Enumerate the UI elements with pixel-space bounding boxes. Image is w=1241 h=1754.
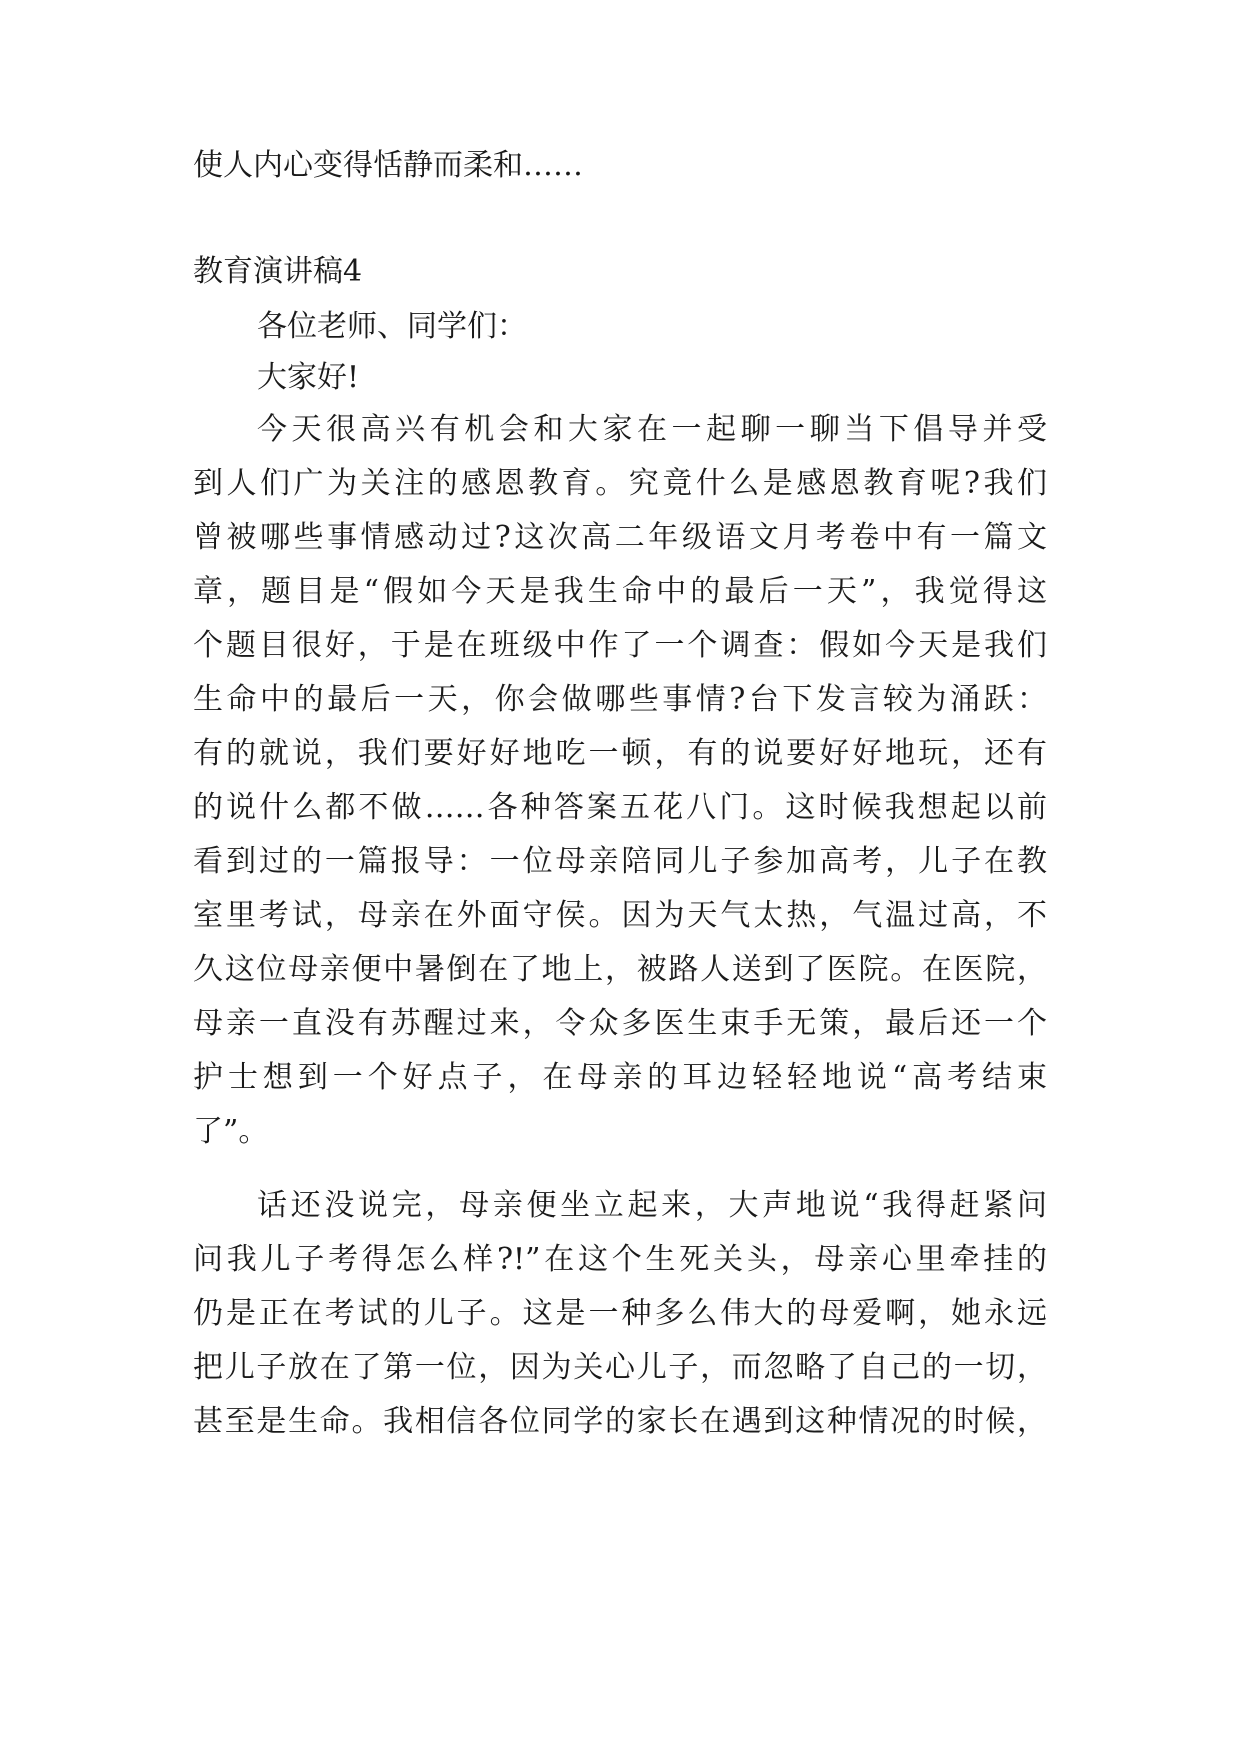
paragraph1-line: 曾被哪些事情感动过?这次高二年级语文月考卷中有一篇文: [193, 520, 1047, 555]
greeting: 各位老师、同学们：: [257, 309, 527, 344]
paragraph1-line: 久这位母亲便中暑倒在了地上，被路人送到了医院。在医院，: [193, 952, 1047, 987]
paragraph2-line: 仍是正在考试的儿子。这是一种多么伟大的母爱啊，她永远: [193, 1296, 1047, 1331]
paragraph1-line: 母亲一直没有苏醒过来，令众多医生束手无策，最后还一个: [193, 1006, 1047, 1041]
paragraph1-line: 了”。: [193, 1114, 269, 1149]
paragraph2-line: 把儿子放在了第一位，因为关心儿子，而忽略了自己的一切，: [193, 1350, 1047, 1385]
paragraph1-line: 到人们广为关注的感恩教育。究竟什么是感恩教育呢?我们: [193, 466, 1047, 501]
paragraph2-line: 问我儿子考得怎么样?!”在这个生死关头，母亲心里牵挂的: [193, 1242, 1047, 1277]
paragraph2-line: 甚至是生命。我相信各位同学的家长在遇到这种情况的时候，: [193, 1404, 1047, 1439]
paragraph1-line: 的说什么都不做……各种答案五花八门。这时候我想起以前: [193, 790, 1047, 825]
salutation: 大家好!: [257, 360, 360, 395]
paragraph1-line: 章，题目是“假如今天是我生命中的最后一天”，我觉得这: [193, 574, 1047, 609]
paragraph1-line: 有的就说，我们要好好地吃一顿，有的说要好好地玩，还有: [193, 736, 1047, 771]
paragraph2-line: 话还没说完，母亲便坐立起来，大声地说“我得赶紧问: [257, 1188, 1047, 1223]
paragraph1-line: 室里考试，母亲在外面守侯。因为天气太热，气温过高，不: [193, 898, 1047, 933]
document-title: 教育演讲稿4: [193, 254, 363, 289]
paragraph1-line: 个题目很好，于是在班级中作了一个调查：假如今天是我们: [193, 628, 1047, 663]
paragraph1-line: 护士想到一个好点子，在母亲的耳边轻轻地说“高考结束: [193, 1060, 1047, 1095]
paragraph1-line: 生命中的最后一天，你会做哪些事情?台下发言较为涌跃：: [193, 682, 1047, 717]
paragraph1-line: 看到过的一篇报导：一位母亲陪同儿子参加高考，儿子在教: [193, 844, 1047, 879]
paragraph1-line: 今天很高兴有机会和大家在一起聊一聊当下倡导并受: [257, 412, 1047, 447]
opening-line: 使人内心变得恬静而柔和……: [193, 148, 583, 183]
